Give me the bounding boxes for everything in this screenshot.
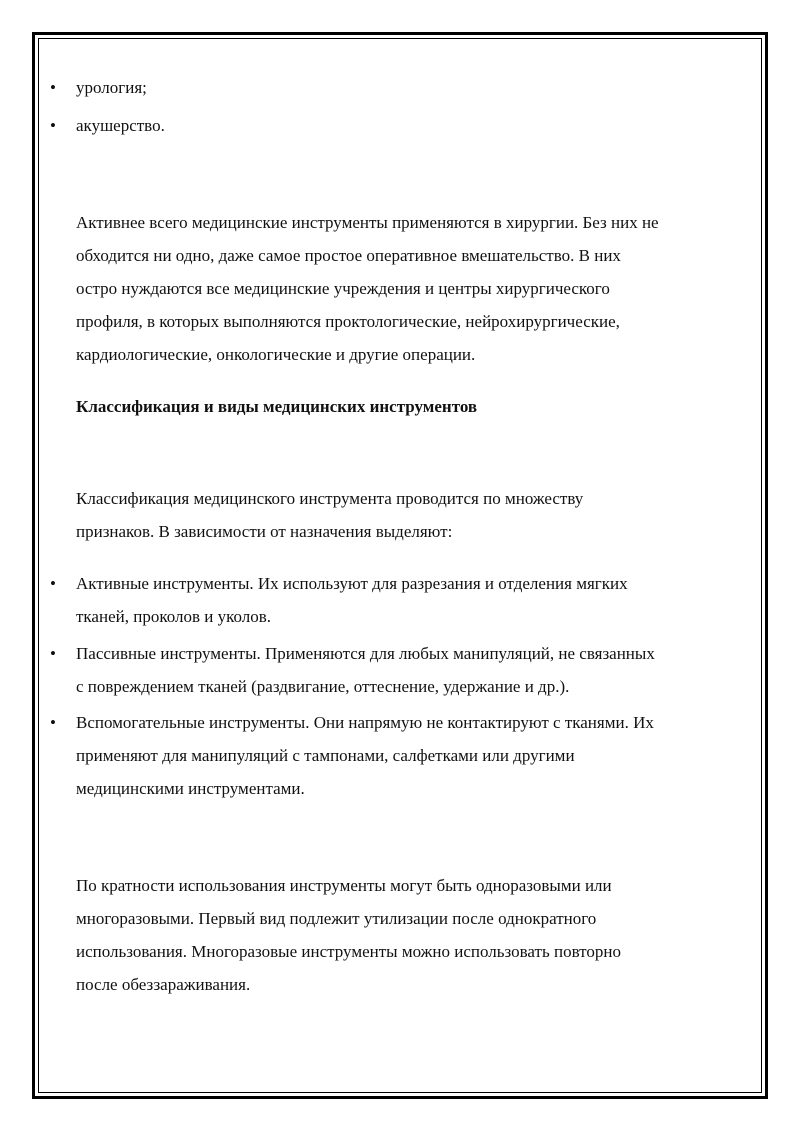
list-item-text: акушерство. bbox=[76, 116, 165, 135]
paragraph-reusability bbox=[76, 869, 736, 1001]
paragraph-line: профиля, в которых выполняются проктологические, нейрохирургические, bbox=[76, 312, 620, 331]
list-item bbox=[50, 567, 736, 633]
paragraph-line: По кратности использования инструменты могут быть одноразовыми или bbox=[76, 876, 612, 895]
section-heading: Классификация и виды медицинских инструментов bbox=[76, 397, 478, 416]
bullet-icon: • bbox=[50, 574, 56, 593]
paragraph-line: кардиологические, онкологические и другие операции. bbox=[76, 345, 476, 364]
paragraph-line: признаков. В зависимости от назначения выделяют: bbox=[76, 522, 453, 541]
paragraph-line: использования. Многоразовые инструменты можно использовать повторно bbox=[76, 942, 621, 961]
bullet-icon: • bbox=[50, 78, 56, 97]
list-item bbox=[50, 706, 736, 805]
list-item-line: медицинскими инструментами. bbox=[76, 779, 305, 798]
list-item bbox=[50, 109, 736, 142]
paragraph-line: обходится ни одно, даже самое простое оперативное вмешательство. В них bbox=[76, 246, 621, 265]
list-item-line: Активные инструменты. Их используют для разрезания и отделения мягких bbox=[76, 574, 628, 593]
bullet-icon: • bbox=[50, 116, 56, 135]
paragraph-line: после обеззараживания. bbox=[76, 975, 251, 994]
list-item bbox=[50, 71, 736, 104]
paragraph-line: Активнее всего медицинские инструменты применяются в хирургии. Без них не bbox=[76, 213, 659, 232]
paragraph-line: Классификация медицинского инструмента проводится по множеству bbox=[76, 489, 584, 508]
bullet-icon: • bbox=[50, 644, 56, 663]
list-item-line: Вспомогательные инструменты. Они напрямую не контактируют с тканями. Их bbox=[76, 713, 654, 732]
list-item-line: с повреждением тканей (раздвигание, оттеснение, удержание и др.). bbox=[76, 677, 570, 696]
paragraph-classification bbox=[76, 482, 736, 548]
paragraph-line: остро нуждаются все медицинские учреждения и центры хирургического bbox=[76, 279, 610, 298]
bullet-icon: • bbox=[50, 713, 56, 732]
paragraph-surgery bbox=[76, 206, 736, 371]
list-item-line: Пассивные инструменты. Применяются для любых манипуляций, не связанных bbox=[76, 644, 655, 663]
list-item-line: тканей, проколов и уколов. bbox=[76, 607, 272, 626]
list-item-text: урология; bbox=[76, 78, 147, 97]
list-item-line: применяют для манипуляций с тампонами, салфетками или другими bbox=[76, 746, 575, 765]
list-item bbox=[50, 637, 736, 703]
paragraph-line: многоразовыми. Первый вид подлежит утилизации после однократного bbox=[76, 909, 597, 928]
